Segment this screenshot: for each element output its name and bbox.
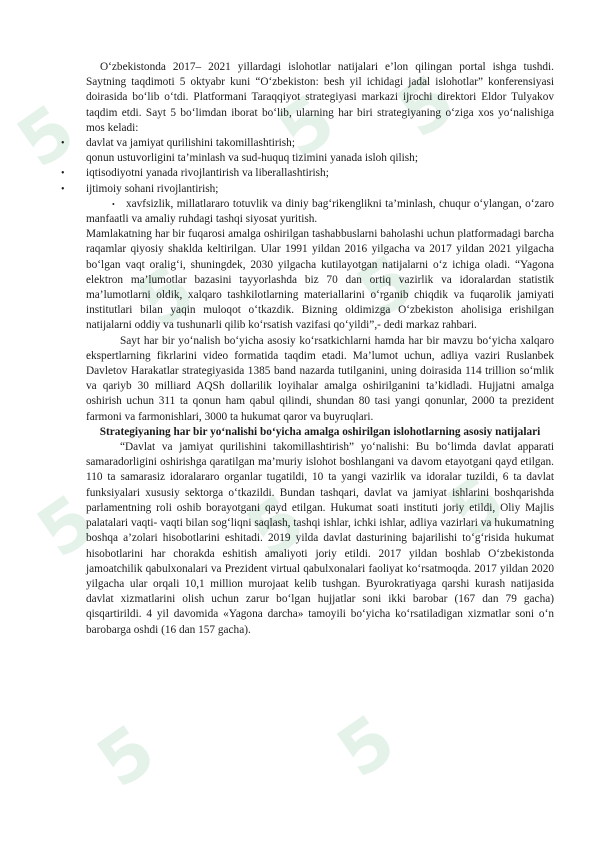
svg-text:5: 5 — [232, 478, 320, 574]
body-paragraph: Sayt har bir yo‘nalish bo‘yicha asosiy ko‘rsatkichlarni hamda har bir mavzu bo‘yicha xalqaro ekspertlarning fikrlarini video formatida taqdim etadi. Ma’lumot uchun, adliya vaziri Ruslanbek Davletov Harakatlar strategiyasida 1385 band nazarda tutilganini, uning doirasida 114 trillion so‘mlik va qariyb 30 milliard AQSh dollarilik loyihalar amalga oshirilganini ta’kidladi. Hujjatni amalga oshirish uchun 311 ta qonun ham qabul qilindi, shundan 80 tasi yangi qonunlar, 2000 ta prezident farmoni va farmonishlari, 3000 ta hukumat qaror va buyruqlari. — [86, 334, 554, 423]
intro-paragraph: O‘zbekistonda 2017– 2021 yillardagi islohotlar natijalari e’lon qilingan portal ishga tushdi. Saytning taqdimoti 5 oktyabr kuni “O‘zbekiston: besh yil ichidagi jadal islohotlar” konferensiyasi doirasida bo‘lib o‘tdi. Platformani Taraqqiyot strategiyasi markazi ijrochi direktori Eldor Tulyakov taqdim etdi. Sayt 5 bo‘limdan iborat bo‘lib, ularning har biri strategiyaning o‘ziga xos yo‘nalishiga mos keladi: — [86, 61, 554, 134]
svg-text:5: 5 — [382, 58, 470, 154]
svg-text:5: 5 — [322, 698, 410, 794]
list-item: • iqtisodiyotni yanada rivojlantirish va liberallashtirish; — [86, 166, 554, 181]
svg-text:5: 5 — [82, 708, 170, 804]
section-heading: Strategiyaning har bir yo‘nalishi bo‘yicha amalga oshirilgan islohotlarning asosiy natijalari — [99, 425, 541, 438]
body-paragraph: “Davlat va jamiyat qurilishini takomillashtirish” yo‘nalishi: Bu bo‘limda davlat apparati samaradorligini oshirishga qaratilgan ma’muriy islohot boshlangani va davom etayotgani qayd etilgan. 110 ta samarasiz idoralararo organlar tugatildi, 10 ta yangi vazirlik va idoralar tuzildi, 6 ta davlat funksiyalari xususiy sektorga o‘tkazildi. Bundan tashqari, davlat va jamiyat ishlarini boshqarishda parlamentning roli oshib borayotgani qayd etilgan. Hukumat soati instituti joriy etildi, Oliy Majlis palatalari vaqti- vaqti bilan sog‘liqni saqlash, tashqi ishlar, ichki ishlar, adliya vazirlari va hukumatning boshqa a’zolari hisobotlarini eshitadi. 2019 yilda davlat dasturining bajarilishi to‘g‘risida hukumat hisobotlarini har chorakda eshitish amaliyoti joriy etildi. 2017 yildan boshlab O‘zbekistonda jamoatchilik qabulxonalari va Prezident virtual qabulxonalari faoliyat ko‘rsatmoqda. 2017 yildan 2020 yilgacha ular orqali 10,1 million murojaat kelib tushgan. Byurokratiyaga qarshi kurash natijasida davlat xizmatlarini olish uchun zarur bo‘lgan hujjatlar soni ikki barobar (167 dan 79 gacha) qisqartirildi. 4 yil davomida «Yagona darcha» tamoyili bo‘yicha ko‘rsatiladigan xizmatlar soni o‘n barobarga oshdi (16 dan 157 gacha). — [86, 441, 554, 636]
svg-text:5: 5 — [2, 88, 90, 184]
svg-text:5: 5 — [262, 78, 350, 174]
list-item: • ijtimoiy sohani rivojlantirish; — [86, 182, 554, 197]
svg-text:5: 5 — [342, 238, 430, 334]
svg-text:5: 5 — [432, 458, 520, 554]
svg-text:5: 5 — [22, 478, 110, 574]
directions-list — [86, 136, 554, 197]
svg-text:5: 5 — [122, 248, 210, 344]
sub-list-item: • xavfsizlik, millatlararo totuvlik va diniy bag‘rikenglikni ta’minlash, chuqur o‘ylangan, o‘zaro manfaatli va amaliy ruhdagi tashqi siyosat yuritish. — [86, 197, 554, 227]
list-item: • davlat va jamiyat qurilishini takomillashtirish; — [86, 136, 554, 151]
list-item: qonun ustuvorligini ta’minlash va sud-huquq tizimini yanada isloh qilish; — [86, 152, 418, 165]
body-paragraph: Mamlakatning har bir fuqarosi amalga oshirilgan tashabbuslarni baholashi uchun platformadagi barcha raqamlar qiyosiy shaklda keltirilgan. Ular 1991 yildan 2016 yilgacha va 2017 yildan 2021 yilgacha bo‘lgan vaqt oralig‘i, shuningdek, 2030 yilgacha kutilayotgan natijalarni o‘z ichiga oladi. “Yagona elektron ma’lumotlar bazasini tayyorlashda biz 70 dan ortiq vazirlik va idoralardan statistik ma’lumotlarni oldik, xalqaro tashkilotlarning materiallarini o‘rganib chiqdik va fuqarolik jamiyati institutlari bilan yaqin muloqot o‘tkazdik. Bizning oldimizga O‘zbekiston aholisiga erishilgan natijalarni oddiy va tushunarli qilib ko‘rsatish vazifasi qo‘yildi”,- dedi markaz rahbari. — [86, 228, 554, 332]
document-body — [86, 60, 554, 638]
